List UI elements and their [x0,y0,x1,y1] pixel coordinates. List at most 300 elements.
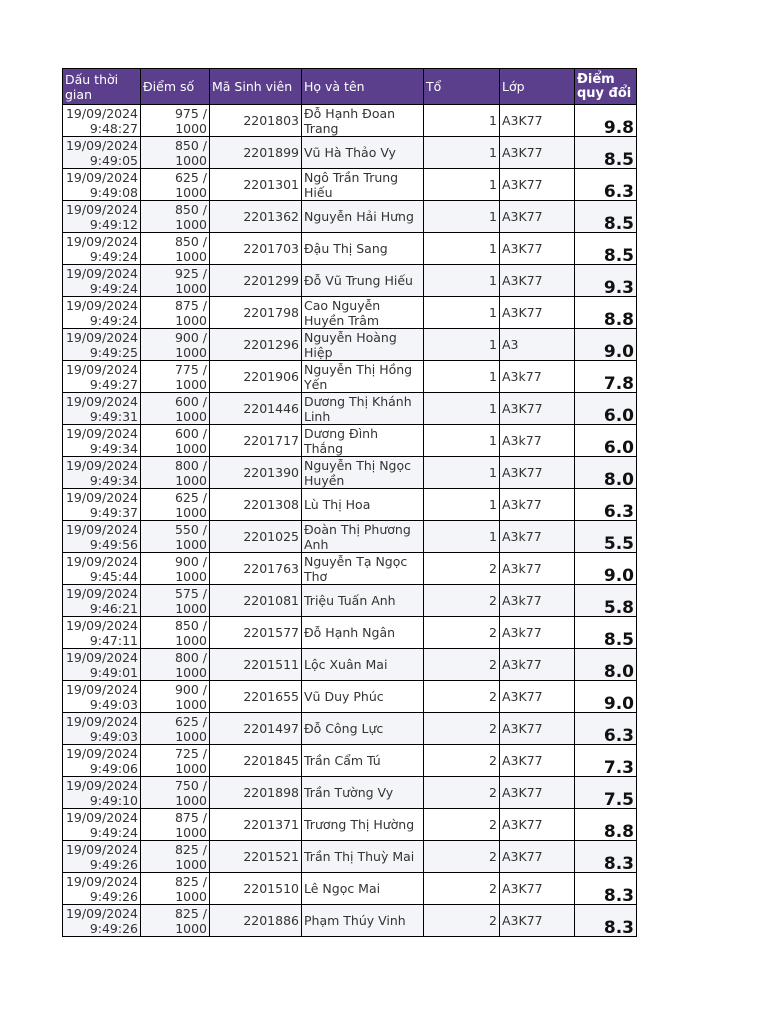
converted-score-cell: 8.0 [575,649,637,681]
header-student-id: Mã Sinh viên [210,69,302,105]
timestamp-date: 19/09/2024 [65,553,138,569]
timestamp-date: 19/09/2024 [65,201,138,217]
timestamp-cell [63,617,141,649]
score-total: 1000 [175,312,207,328]
converted-score-cell: 7.3 [575,745,637,777]
score-value: 900 / [174,681,207,697]
table-row [63,649,637,681]
student-name-cell: Phạm Thúy Vinh [302,905,424,937]
student-id-cell: 2201296 [210,329,302,361]
timestamp-cell [63,585,141,617]
student-id-cell: 2201886 [210,905,302,937]
converted-score-cell: 7.8 [575,361,637,393]
student-id-cell: 2201025 [210,521,302,553]
timestamp-time: 9:49:24 [89,824,138,840]
score-total: 1000 [175,280,207,296]
student-id-cell: 2201497 [210,713,302,745]
class-cell: A3K77 [500,457,575,489]
student-name-cell: Triệu Tuấn Anh [302,585,424,617]
timestamp-date: 19/09/2024 [65,265,138,281]
timestamp-date: 19/09/2024 [65,713,138,729]
class-cell: A3 [500,329,575,361]
group-cell: 2 [424,617,500,649]
class-cell: A3k77 [500,489,575,521]
class-cell: A3K77 [500,297,575,329]
converted-score-cell: 9.8 [575,105,637,137]
header-name: Họ và tên [302,69,424,105]
class-cell: A3K77 [500,233,575,265]
student-id-cell: 2201845 [210,745,302,777]
score-total: 1000 [175,600,207,616]
student-id-cell: 2201703 [210,233,302,265]
group-cell: 2 [424,585,500,617]
score-value: 550 / [174,521,207,537]
timestamp-time: 9:49:12 [89,216,138,232]
converted-score-cell: 8.0 [575,457,637,489]
score-value: 775 / [174,361,207,377]
timestamp-date: 19/09/2024 [65,649,138,665]
timestamp-time: 9:49:24 [89,312,138,328]
timestamp-time: 9:49:03 [89,696,138,712]
table-row [63,617,637,649]
timestamp-date: 19/09/2024 [65,489,138,505]
score-cell [141,425,210,457]
student-name-cell: Ngô Trần Trung Hiếu [302,169,424,201]
timestamp-date: 19/09/2024 [65,393,138,409]
score-cell [141,809,210,841]
score-value: 800 / [174,649,207,665]
timestamp-date: 19/09/2024 [65,873,138,889]
student-name-cell: Vũ Duy Phúc [302,681,424,713]
score-cell [141,233,210,265]
group-cell: 2 [424,777,500,809]
timestamp-cell [63,681,141,713]
timestamp-time: 9:46:21 [89,600,138,616]
student-name-cell: Nguyễn Thị Ngọc Huyền [302,457,424,489]
table-row [63,169,637,201]
student-id-cell: 2201308 [210,489,302,521]
class-cell: A3K77 [500,777,575,809]
score-cell [141,329,210,361]
converted-score-cell: 9.0 [575,553,637,585]
converted-score-cell: 9.0 [575,681,637,713]
timestamp-cell [63,553,141,585]
timestamp-time: 9:49:34 [89,440,138,456]
student-id-cell: 2201446 [210,393,302,425]
table-row [63,521,637,553]
class-cell: A3k77 [500,425,575,457]
table-row [63,137,637,169]
score-cell [141,905,210,937]
score-total: 1000 [175,152,207,168]
timestamp-date: 19/09/2024 [65,777,138,793]
table-row [63,809,637,841]
score-cell [141,681,210,713]
timestamp-cell [63,873,141,905]
student-name-cell: Trần Tường Vy [302,777,424,809]
student-name-cell: Lù Thị Hoa [302,489,424,521]
class-cell: A3K77 [500,201,575,233]
student-id-cell: 2201299 [210,265,302,297]
score-total: 1000 [175,216,207,232]
timestamp-date: 19/09/2024 [65,297,138,313]
student-name-cell: Lộc Xuân Mai [302,649,424,681]
converted-score-cell: 9.3 [575,265,637,297]
score-total: 1000 [175,344,207,360]
timestamp-time: 9:49:25 [89,344,138,360]
class-cell: A3k77 [500,521,575,553]
timestamp-cell [63,521,141,553]
class-cell: A3K77 [500,905,575,937]
group-cell: 2 [424,841,500,873]
timestamp-time: 9:49:24 [89,248,138,264]
score-value: 725 / [174,745,207,761]
score-value: 825 / [174,841,207,857]
timestamp-time: 9:49:24 [89,280,138,296]
score-value: 825 / [174,905,207,921]
converted-score-cell: 8.3 [575,873,637,905]
table-row [63,841,637,873]
group-cell: 1 [424,457,500,489]
student-id-cell: 2201301 [210,169,302,201]
score-value: 850 / [174,137,207,153]
timestamp-cell [63,457,141,489]
student-id-cell: 2201081 [210,585,302,617]
score-cell [141,393,210,425]
converted-score-cell: 5.8 [575,585,637,617]
timestamp-date: 19/09/2024 [65,681,138,697]
converted-score-cell: 6.3 [575,713,637,745]
header-row [63,69,637,105]
timestamp-time: 9:49:05 [89,152,138,168]
score-value: 750 / [174,777,207,793]
score-total: 1000 [175,760,207,776]
table-row [63,425,637,457]
table-row [63,265,637,297]
group-cell: 1 [424,521,500,553]
header-score: Điểm số [141,69,210,105]
score-value: 975 / [174,105,207,121]
group-cell: 2 [424,745,500,777]
timestamp-cell [63,297,141,329]
timestamp-time: 9:49:26 [89,856,138,872]
score-total: 1000 [175,888,207,904]
score-value: 800 / [174,457,207,473]
score-value: 575 / [174,585,207,601]
class-cell: A3K77 [500,681,575,713]
timestamp-time: 9:47:11 [89,632,138,648]
timestamp-date: 19/09/2024 [65,585,138,601]
converted-score-cell: 8.5 [575,233,637,265]
group-cell: 2 [424,905,500,937]
score-total: 1000 [175,248,207,264]
class-cell: A3K77 [500,137,575,169]
score-cell [141,585,210,617]
converted-score-cell: 7.5 [575,777,637,809]
class-cell: A3K77 [500,713,575,745]
score-total: 1000 [175,568,207,584]
score-cell [141,617,210,649]
score-cell [141,649,210,681]
score-value: 850 / [174,617,207,633]
student-name-cell: Dương Đình Thắng [302,425,424,457]
table-row [63,457,637,489]
student-name-cell: Nguyễn Tạ Ngọc Thơ [302,553,424,585]
student-name-cell: Đoàn Thị Phương Anh [302,521,424,553]
student-name-cell: Nguyễn Hải Hưng [302,201,424,233]
group-cell: 1 [424,329,500,361]
score-total: 1000 [175,376,207,392]
score-cell [141,873,210,905]
header-converted-score: Điểm quy đổi [575,69,637,105]
student-id-cell: 2201521 [210,841,302,873]
score-total: 1000 [175,472,207,488]
timestamp-date: 19/09/2024 [65,745,138,761]
score-value: 625 / [174,169,207,185]
class-cell: A3K77 [500,265,575,297]
group-cell: 2 [424,681,500,713]
timestamp-cell [63,233,141,265]
student-name-cell: Đỗ Hạnh Đoan Trang [302,105,424,137]
timestamp-cell [63,329,141,361]
group-cell: 1 [424,265,500,297]
class-cell: A3k77 [500,617,575,649]
score-value: 825 / [174,873,207,889]
score-cell [141,841,210,873]
group-cell: 1 [424,297,500,329]
table-row [63,905,637,937]
timestamp-cell [63,265,141,297]
score-total: 1000 [175,184,207,200]
score-total: 1000 [175,504,207,520]
timestamp-date: 19/09/2024 [65,809,138,825]
timestamp-cell [63,361,141,393]
score-total: 1000 [175,792,207,808]
class-cell: A3K77 [500,105,575,137]
timestamp-cell [63,809,141,841]
score-cell [141,713,210,745]
student-id-cell: 2201577 [210,617,302,649]
score-total: 1000 [175,856,207,872]
student-id-cell: 2201371 [210,809,302,841]
converted-score-cell: 8.5 [575,137,637,169]
student-name-cell: Nguyễn Hoàng Hiệp [302,329,424,361]
group-cell: 1 [424,361,500,393]
student-id-cell: 2201798 [210,297,302,329]
score-value: 625 / [174,489,207,505]
group-cell: 2 [424,809,500,841]
class-cell: A3K77 [500,169,575,201]
group-cell: 1 [424,393,500,425]
score-value: 875 / [174,809,207,825]
table-row [63,777,637,809]
score-cell [141,361,210,393]
group-cell: 1 [424,105,500,137]
timestamp-date: 19/09/2024 [65,617,138,633]
student-name-cell: Nguyễn Thị Hồng Yến [302,361,424,393]
group-cell: 1 [424,201,500,233]
timestamp-time: 9:49:37 [89,504,138,520]
score-value: 600 / [174,425,207,441]
timestamp-cell [63,489,141,521]
timestamp-time: 9:45:44 [89,568,138,584]
group-cell: 1 [424,425,500,457]
converted-score-cell: 8.5 [575,201,637,233]
converted-score-cell: 6.0 [575,393,637,425]
score-value: 900 / [174,329,207,345]
class-cell: A3k77 [500,649,575,681]
timestamp-cell [63,841,141,873]
student-name-cell: Đậu Thị Sang [302,233,424,265]
group-cell: 2 [424,873,500,905]
table-row [63,873,637,905]
class-cell: A3K77 [500,745,575,777]
table-row [63,745,637,777]
class-cell: A3K77 [500,809,575,841]
score-total: 1000 [175,536,207,552]
timestamp-date: 19/09/2024 [65,233,138,249]
score-total: 1000 [175,824,207,840]
score-value: 625 / [174,713,207,729]
timestamp-date: 19/09/2024 [65,457,138,473]
score-cell [141,297,210,329]
timestamp-cell [63,425,141,457]
class-cell: A3k77 [500,553,575,585]
converted-score-cell: 6.3 [575,169,637,201]
timestamp-time: 9:49:34 [89,472,138,488]
converted-score-cell: 8.3 [575,841,637,873]
timestamp-time: 9:49:56 [89,536,138,552]
group-cell: 1 [424,137,500,169]
converted-score-cell: 6.3 [575,489,637,521]
student-id-cell: 2201898 [210,777,302,809]
timestamp-date: 19/09/2024 [65,521,138,537]
score-value: 925 / [174,265,207,281]
student-name-cell: Lê Ngọc Mai [302,873,424,905]
score-total: 1000 [175,632,207,648]
table-row [63,233,637,265]
group-cell: 2 [424,713,500,745]
converted-score-cell: 5.5 [575,521,637,553]
table-row [63,201,637,233]
table-row [63,489,637,521]
student-id-cell: 2201655 [210,681,302,713]
converted-score-cell: 8.5 [575,617,637,649]
student-id-cell: 2201511 [210,649,302,681]
timestamp-cell [63,169,141,201]
score-value: 600 / [174,393,207,409]
score-total: 1000 [175,440,207,456]
score-cell [141,553,210,585]
group-cell: 2 [424,553,500,585]
timestamp-time: 9:49:10 [89,792,138,808]
score-value: 850 / [174,201,207,217]
score-value: 850 / [174,233,207,249]
timestamp-cell [63,201,141,233]
header-class: Lớp [500,69,575,105]
score-cell [141,457,210,489]
header-group: Tổ [424,69,500,105]
student-id-cell: 2201717 [210,425,302,457]
table-row [63,713,637,745]
class-cell: A3K77 [500,393,575,425]
student-name-cell: Trương Thị Hường [302,809,424,841]
timestamp-time: 9:49:27 [89,376,138,392]
student-name-cell: Đỗ Vũ Trung Hiếu [302,265,424,297]
timestamp-date: 19/09/2024 [65,425,138,441]
score-table [62,68,637,937]
timestamp-cell [63,713,141,745]
student-name-cell: Dương Thị Khánh Linh [302,393,424,425]
score-cell [141,137,210,169]
student-id-cell: 2201899 [210,137,302,169]
timestamp-time: 9:48:27 [89,120,138,136]
score-value: 900 / [174,553,207,569]
group-cell: 1 [424,233,500,265]
table-row [63,393,637,425]
table-row [63,585,637,617]
timestamp-time: 9:49:31 [89,408,138,424]
student-id-cell: 2201362 [210,201,302,233]
student-name-cell: Đỗ Hạnh Ngân [302,617,424,649]
table-row [63,361,637,393]
header-time: Dấu thời gian [63,69,141,105]
group-cell: 1 [424,169,500,201]
score-total: 1000 [175,664,207,680]
score-cell [141,489,210,521]
timestamp-cell [63,649,141,681]
group-cell: 2 [424,649,500,681]
timestamp-date: 19/09/2024 [65,905,138,921]
timestamp-cell [63,393,141,425]
score-cell [141,521,210,553]
student-id-cell: 2201803 [210,105,302,137]
timestamp-cell [63,777,141,809]
score-cell [141,169,210,201]
table-body [63,105,637,937]
table-row [63,553,637,585]
converted-score-cell: 8.8 [575,297,637,329]
student-name-cell: Cao Nguyễn Huyền Trâm [302,297,424,329]
timestamp-date: 19/09/2024 [65,105,138,121]
timestamp-time: 9:49:26 [89,888,138,904]
timestamp-cell [63,745,141,777]
converted-score-cell: 8.8 [575,809,637,841]
score-cell [141,745,210,777]
student-name-cell: Trần Thị Thuỳ Mai [302,841,424,873]
score-cell [141,265,210,297]
score-total: 1000 [175,120,207,136]
timestamp-date: 19/09/2024 [65,361,138,377]
timestamp-time: 9:49:26 [89,920,138,936]
class-cell: A3K77 [500,873,575,905]
timestamp-date: 19/09/2024 [65,329,138,345]
timestamp-cell [63,137,141,169]
student-id-cell: 2201390 [210,457,302,489]
student-name-cell: Đỗ Công Lực [302,713,424,745]
student-id-cell: 2201763 [210,553,302,585]
timestamp-time: 9:49:03 [89,728,138,744]
class-cell: A3k77 [500,585,575,617]
timestamp-time: 9:49:08 [89,184,138,200]
student-id-cell: 2201906 [210,361,302,393]
timestamp-time: 9:49:06 [89,760,138,776]
timestamp-date: 19/09/2024 [65,137,138,153]
score-cell [141,105,210,137]
timestamp-date: 19/09/2024 [65,169,138,185]
timestamp-cell [63,905,141,937]
table-row [63,329,637,361]
